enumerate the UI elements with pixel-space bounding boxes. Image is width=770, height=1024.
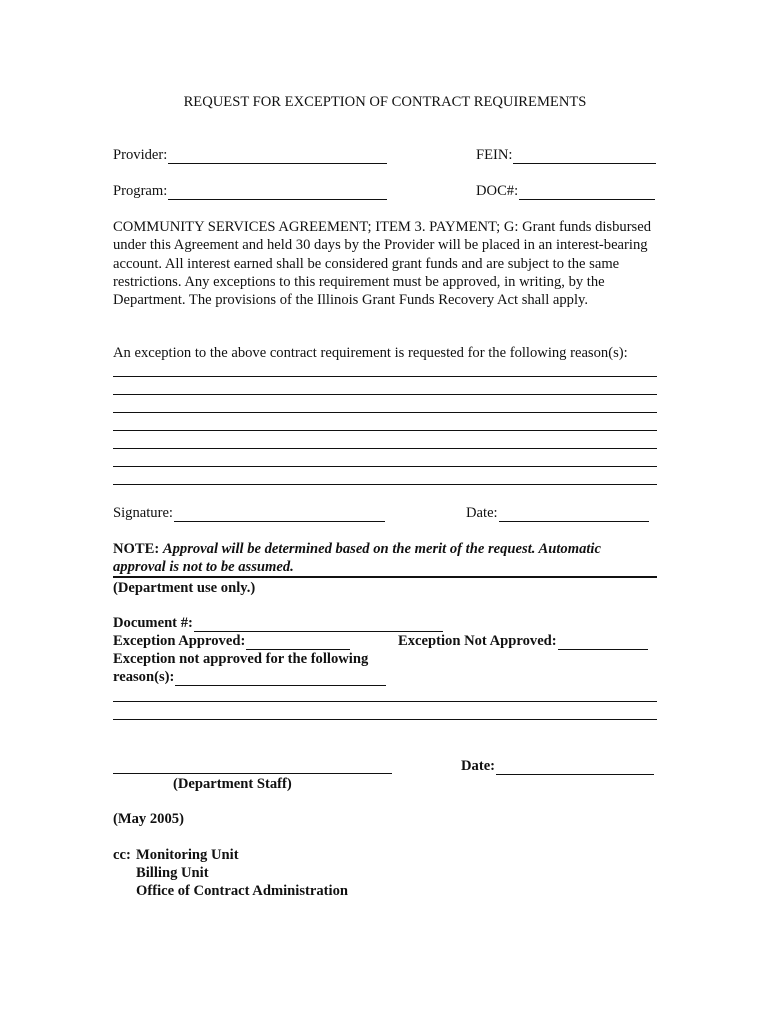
note-block: [113, 540, 643, 577]
doc-field[interactable]: [476, 183, 655, 200]
staff-date-input-line[interactable]: [496, 761, 654, 775]
exception-approved-input-line[interactable]: [246, 636, 350, 650]
reason-line[interactable]: [113, 394, 657, 395]
cc-item-monitoring-unit: Monitoring Unit: [136, 847, 239, 863]
staff-signature-line[interactable]: [113, 773, 392, 774]
not-approved-reason-label-2: reason(s):: [113, 669, 175, 685]
not-approved-reason-input-line[interactable]: [175, 672, 386, 686]
document-number-field[interactable]: [113, 615, 443, 632]
not-approved-reason-line[interactable]: [113, 701, 657, 702]
reason-line[interactable]: [113, 448, 657, 449]
exception-intro: An exception to the above contract requirement is requested for the following reason(s):: [113, 345, 628, 361]
cc-item-contract-administration: Office of Contract Administration: [136, 883, 348, 899]
fein-label: FEIN:: [476, 147, 513, 163]
reason-line[interactable]: [113, 484, 657, 485]
department-use-label: (Department use only.): [113, 580, 256, 596]
reason-line[interactable]: [113, 466, 657, 467]
program-field[interactable]: [113, 183, 387, 200]
cc-item-billing-unit: Billing Unit: [136, 865, 209, 881]
date-field[interactable]: [466, 505, 649, 522]
exception-approved-field[interactable]: [113, 633, 350, 650]
document-number-input-line[interactable]: [194, 618, 443, 632]
not-approved-reason-line[interactable]: [113, 719, 657, 720]
signature-label: Signature:: [113, 505, 173, 521]
reason-line[interactable]: [113, 430, 657, 431]
date-label: Date:: [466, 505, 498, 521]
exception-approved-label: Exception Approved:: [113, 633, 246, 649]
revision-date: (May 2005): [113, 811, 184, 827]
not-approved-reason-label: Exception not approved for the following: [113, 651, 369, 667]
exception-not-approved-input-line[interactable]: [558, 636, 648, 650]
provider-label: Provider:: [113, 147, 168, 163]
note-text: Approval will be determined based on the merit of the request. Automatic approval is not to be assumed.: [113, 541, 601, 576]
program-input-line[interactable]: [168, 186, 387, 200]
cc-label: cc:: [113, 847, 131, 863]
form-title: REQUEST FOR EXCEPTION OF CONTRACT REQUIREMENTS: [183, 94, 587, 110]
reason-line[interactable]: [113, 376, 657, 377]
not-approved-reason-field[interactable]: [113, 669, 386, 686]
date-input-line[interactable]: [499, 508, 649, 522]
doc-label: DOC#:: [476, 183, 519, 199]
fein-field[interactable]: [476, 147, 656, 164]
exception-not-approved-field[interactable]: [398, 633, 648, 650]
fein-input-line[interactable]: [513, 150, 656, 164]
staff-date-field[interactable]: [461, 758, 654, 775]
signature-field[interactable]: [113, 505, 385, 522]
doc-input-line[interactable]: [519, 186, 655, 200]
staff-date-label: Date:: [461, 758, 496, 774]
section-divider: [113, 576, 657, 578]
signature-input-line[interactable]: [174, 508, 385, 522]
reason-line[interactable]: [113, 412, 657, 413]
program-label: Program:: [113, 183, 168, 199]
document-number-label: Document #:: [113, 615, 193, 631]
agreement-paragraph: COMMUNITY SERVICES AGREEMENT; ITEM 3. PAYMENT; G: Grant funds disbursed under this Agreement and held 30 days by the Provider will be placed in an interest-bearing account. All interest earned shall be considered grant funds and are subject to the same restrictions. Any exceptions to this requirement must be approved, in writing, by the Department. The provisions of the Illinois Grant Funds Recovery Act shall apply.: [113, 219, 652, 309]
provider-input-line[interactable]: [168, 150, 387, 164]
provider-field[interactable]: [113, 147, 387, 164]
department-staff-label: (Department Staff): [173, 776, 292, 792]
note-label: NOTE:: [113, 541, 160, 557]
exception-not-approved-label: Exception Not Approved:: [398, 633, 557, 649]
